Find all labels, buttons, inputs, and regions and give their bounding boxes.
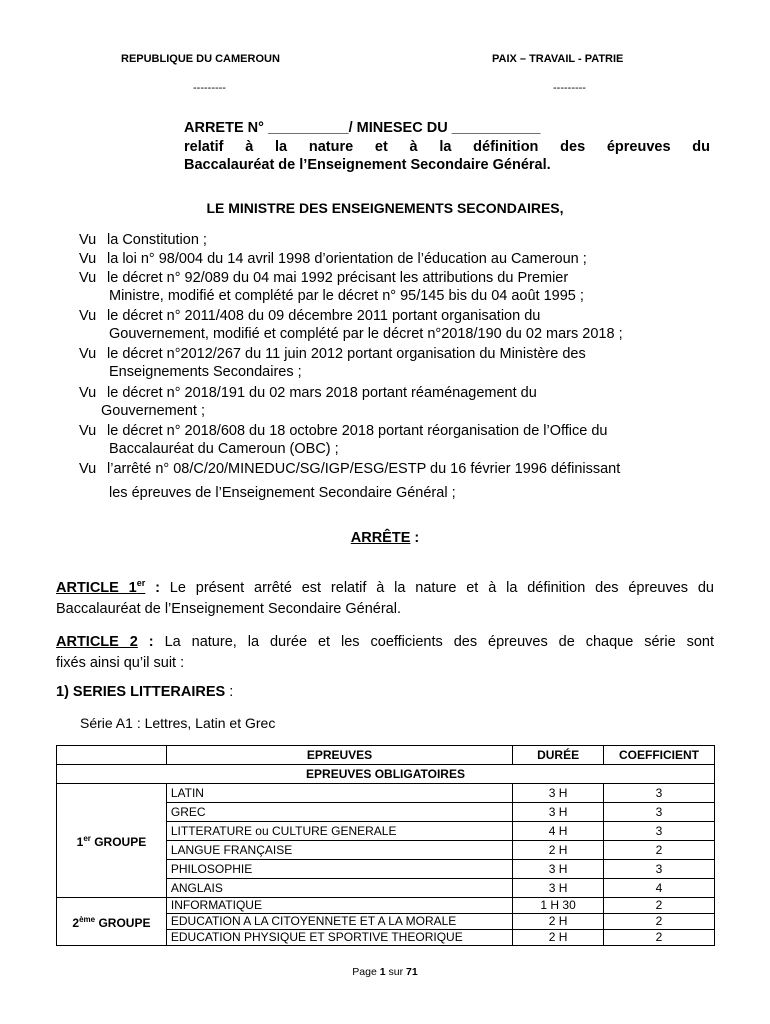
vu-label: Vu <box>79 232 97 248</box>
footer-total-pages: 71 <box>406 966 418 978</box>
group-2-label <box>57 898 167 946</box>
minister-heading: LE MINISTRE DES ENSEIGNEMENTS SECONDAIRES, <box>206 200 564 216</box>
header-dashes-right: --------- <box>553 82 586 94</box>
serie-a1-label: Série A1 : Lettres, Latin et Grec <box>80 715 276 731</box>
duree-cell: 2 H <box>513 930 604 946</box>
group-2-sup: ème <box>79 915 96 924</box>
arrete-heading <box>0 530 770 546</box>
table-header-coefficient: COEFFICIENT <box>604 746 715 765</box>
table-header-row <box>57 746 715 765</box>
table-row <box>57 898 715 914</box>
duree-cell: 3 H <box>513 784 604 803</box>
vu-label: Vu <box>79 251 97 267</box>
group-2-num: 2 <box>72 916 80 930</box>
table-epreuves-obligatoires: EPREUVES OBLIGATOIRES <box>57 765 715 784</box>
visa-item <box>79 269 568 288</box>
article-2-colon: : <box>137 634 154 650</box>
visa-text: le décret n°2012/267 du 11 juin 2012 portant organisation du Ministère des <box>107 346 586 362</box>
vu-label: Vu <box>79 308 97 324</box>
footer-sur: sur <box>385 966 407 978</box>
epreuve-cell: LITTERATURE ou CULTURE GENERALE <box>166 822 512 841</box>
vu-label: Vu <box>79 385 97 401</box>
visa-continuation: Baccalauréat du Cameroun (OBC) ; <box>109 441 339 457</box>
coef-cell: 2 <box>604 898 715 914</box>
table-header-duree: DURÉE <box>513 746 604 765</box>
article-1-text-line-1: Le présent arrêté est relatif à la nature et à la définition des épreuves du <box>159 579 714 596</box>
epreuve-cell: EDUCATION PHYSIQUE ET SPORTIVE THEORIQUE <box>166 930 512 946</box>
visa-item <box>79 307 540 326</box>
duree-cell: 2 H <box>513 841 604 860</box>
group-1-num: 1 <box>76 835 84 849</box>
visa-item <box>79 250 587 269</box>
group-1-sup: er <box>83 834 91 843</box>
table-header-empty <box>57 746 167 765</box>
section-colon: : <box>225 684 234 700</box>
coef-cell: 2 <box>604 914 715 930</box>
visa-item <box>79 231 207 250</box>
vu-label: Vu <box>79 461 97 477</box>
visa-text: le décret n° 2018/191 du 02 mars 2018 portant réaménagement du <box>107 385 537 401</box>
article-2-label: ARTICLE 2 <box>56 634 138 650</box>
group-2-text: GROUPE <box>95 916 151 930</box>
epreuve-cell: INFORMATIQUE <box>166 898 512 914</box>
group-1-label <box>57 784 167 898</box>
epreuve-cell: EDUCATION A LA CITOYENNETE ET A LA MORALE <box>166 914 512 930</box>
article-1-sup: er <box>136 578 146 588</box>
visa-text: le décret n° 2011/408 du 09 décembre 2011 portant organisation du <box>107 308 541 324</box>
duree-cell: 3 H <box>513 860 604 879</box>
visa-item <box>79 345 586 364</box>
vu-label: Vu <box>79 270 97 286</box>
epreuve-cell: LANGUE FRANÇAISE <box>166 841 512 860</box>
article-2-text-line-1: La nature, la durée et les coefficients des épreuves de chaque série sont <box>153 634 715 650</box>
article-1-label-text: ARTICLE 1 <box>56 579 137 596</box>
header-republic: REPUBLIQUE DU CAMEROUN <box>121 53 280 65</box>
group-1-text: GROUPE <box>90 835 147 849</box>
vu-label: Vu <box>79 423 97 439</box>
duree-cell: 2 H <box>513 914 604 930</box>
section-series-litteraires <box>56 684 233 700</box>
article-1-text-line-2: Baccalauréat de l’Enseignement Secondaire Général. <box>56 600 401 617</box>
visa-continuation: Gouvernement, modifié et complété par le décret n°2018/190 du 02 mars 2018 ; <box>109 326 623 342</box>
duree-cell: 3 H <box>513 879 604 898</box>
coef-cell: 3 <box>604 860 715 879</box>
visa-continuation: les épreuves de l’Enseignement Secondaire Général ; <box>109 485 456 501</box>
section-label: 1) SERIES LITTERAIRES <box>56 684 226 700</box>
coef-cell: 3 <box>604 803 715 822</box>
title-line-2: relatif à la nature et à la définition des épreuves du <box>184 139 710 155</box>
epreuve-cell: ANGLAIS <box>166 879 512 898</box>
table-section-row <box>57 765 715 784</box>
table-row <box>57 784 715 803</box>
arrete-label: ARRÊTE <box>350 530 411 546</box>
duree-cell: 4 H <box>513 822 604 841</box>
visa-continuation: Enseignements Secondaires ; <box>109 364 302 380</box>
title-line-1: ARRETE N° __________/ MINESEC DU ___________ <box>184 120 541 136</box>
visa-item <box>79 460 620 479</box>
article-1-colon: : <box>145 579 160 596</box>
coef-cell: 2 <box>604 841 715 860</box>
header-motto: PAIX – TRAVAIL - PATRIE <box>492 53 624 65</box>
footer-page-label: Page <box>352 966 380 978</box>
arrete-colon: : <box>410 530 420 546</box>
article-1 <box>56 573 714 620</box>
visa-continuation: Gouvernement ; <box>101 403 205 419</box>
visa-text: la loi n° 98/004 du 14 avril 1998 d’orientation de l’éducation au Cameroun ; <box>107 251 587 267</box>
coef-cell: 3 <box>604 784 715 803</box>
epreuves-table <box>56 745 715 946</box>
coef-cell: 3 <box>604 822 715 841</box>
footer-current-page: 1 <box>379 966 386 978</box>
visa-continuation: Ministre, modifié et complété par le décret n° 95/145 bis du 04 août 1995 ; <box>109 288 584 304</box>
header-dashes-left: --------- <box>193 82 226 94</box>
article-2 <box>56 632 714 674</box>
page-footer <box>0 966 770 978</box>
epreuve-cell: GREC <box>166 803 512 822</box>
duree-cell: 1 H 30 <box>513 898 604 914</box>
title-line-3: Baccalauréat de l’Enseignement Secondaire Général. <box>184 157 551 173</box>
coef-cell: 4 <box>604 879 715 898</box>
visa-text: la Constitution ; <box>107 232 207 248</box>
article-2-text-line-2: fixés ainsi qu’il suit : <box>56 655 185 671</box>
article-1-label <box>56 580 145 596</box>
visa-item <box>79 384 537 403</box>
epreuve-cell: LATIN <box>166 784 512 803</box>
visa-text: l’arrêté n° 08/C/20/MINEDUC/SG/IGP/ESG/ESTP du 16 février 1996 définissant <box>107 461 621 477</box>
duree-cell: 3 H <box>513 803 604 822</box>
table-header-epreuves: EPREUVES <box>166 746 512 765</box>
visa-text: le décret n° 92/089 du 04 mai 1992 précisant les attributions du Premier <box>107 270 569 286</box>
visa-item <box>79 422 608 441</box>
epreuve-cell: PHILOSOPHIE <box>166 860 512 879</box>
vu-label: Vu <box>79 346 97 362</box>
visa-text: le décret n° 2018/608 du 18 octobre 2018 portant réorganisation de l’Office du <box>107 423 608 439</box>
coef-cell: 2 <box>604 930 715 946</box>
